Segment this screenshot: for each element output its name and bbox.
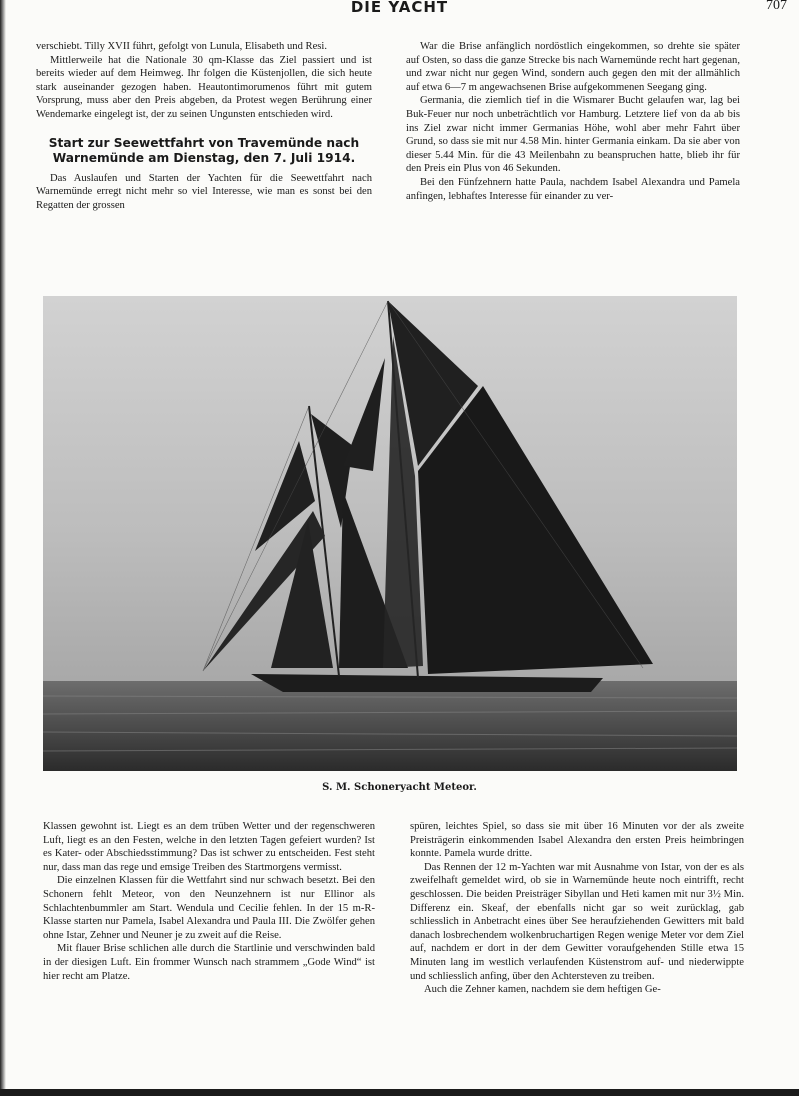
paragraph: Auch die Zehner kamen, nachdem sie dem heftigen Ge-	[424, 984, 661, 996]
top-right-column	[406, 40, 740, 203]
paragraph: Mittlerweile hat die Nationale 30 qm-Klasse das Ziel passiert und ist bereits wieder auf dem Heimweg. Ihr folgen die Küstenjollen, die sich heute stark auseinander gezogen haben. Heautontimorumenos führt mit gutem Vorsprung, muss aber den Preis abgeben, da Protest wegen Berührung einer Wendemarke eingelegt ist, der zu seinen Ungunsten entschieden wird.	[36, 54, 372, 120]
schooner-photo	[43, 296, 737, 771]
running-header-title: DIE YACHT	[350, 0, 449, 16]
paragraph: Bei den Fünfzehnern hatte Paula, nachdem Isabel Alexandra und Pamela anfingen, lebhaftes Interesse für einander zu ver-	[406, 176, 740, 202]
paragraph: verschiebt. Tilly XVII führt, gefolgt von Lunula, Elisabeth und Resi.	[36, 41, 327, 52]
bottom-left-column	[43, 820, 375, 983]
paragraph: spüren, leichtes Spiel, so dass sie mit über 16 Minuten vor der als zweite Preisträgerin einkommenden Isabel Alexandra den ersten Preis heimbringen konnte. Pamela wurde dritte.	[410, 821, 744, 860]
photo-caption: S. M. Schoneryacht Meteor.	[322, 782, 477, 793]
section-heading: Start zur Seewettfahrt von Travemünde nach Warnemünde am Dienstag, den 7. Juli 1914.	[48, 135, 360, 165]
paragraph: Das Rennen der 12 m-Yachten war mit Ausnahme von Istar, von der es als zweifelhaft gemeldet wird, ob sie in Warnemünde heute noch eintrifft, recht geschlossen. Die beiden Preisträger Sibyllan und Heti kamen mit nur 3½ Min. Differenz ein. Skeaf, der ebenfalls nicht gar so weit zurücklag, gab schliesslich in Anbetracht eines über See heraufziehenden Gewitters mit bald danach losbrechendem wolkenbruchartigen Regen wenige Meter vor dem Ziel auf, nachdem er dort in der dem Gewitter voraufgehenden Stille etwa 15 Minuten lang im westlich verlaufenden Küstenstrom auf- und niederwippte und schliesslich anfing, über den Achtersteven zu treiben.	[410, 861, 744, 982]
paragraph: Klassen gewohnt ist. Liegt es an dem trüben Wetter und der regenschweren Luft, liegt es an den Festen, welche in den letzten Tagen gefeiert wurden? Ist es Kater- oder Abschiedsstimmung? Das ist schwer zu entscheiden. Fest steht nur, dass man das rege und emsige Treiben des Startmorgens vermisst.	[43, 821, 375, 873]
page-number: 707	[766, 0, 787, 13]
paragraph: Das Auslaufen und Starten der Yachten für die Seewettfahrt nach Warnemünde erregt nicht mehr so viel Interesse, wie man es sonst bei den Regatten der grossen	[36, 172, 372, 211]
paragraph: War die Brise anfänglich nordöstlich eingekommen, so drehte sie später auf Osten, so dass die ganze Strecke bis nach Warnemünde recht hart gegenan, und zwar nicht nur gegen Wind, sondern auch gegen den mit der allmählich auf etwa 6—7 m angewachsenen Brise aufgekommenen Seegang ging.	[406, 41, 740, 93]
paragraph: Germania, die ziemlich tief in die Wismarer Bucht gelaufen war, lag bei Buk-Feuer nur noch unbeträchtlich vor Hamburg. Letztere lief von da ab bis ins Ziel zwar nicht immer Germanias Höhe, wohl aber mehr Fahrt über Grund, so dass sie mit nur 4.58 Min. hinter Germania einkam. Da sie aber von dieser 5.44 Min. für die 43 Meilenbahn zu beanspruchen hatte, blieb ihr für den Preis ein Plus von 46 Sekunden.	[406, 95, 740, 175]
bottom-right-column	[410, 820, 744, 997]
top-left-column	[36, 40, 372, 212]
paragraph: Mit flauer Brise schlichen alle durch die Startlinie und verschwinden bald in der diesigen Luft. Ein frommer Wunsch nach strammem „Gode Wind“ ist hier recht am Platze.	[43, 943, 375, 982]
page-bottom-edge	[0, 1089, 799, 1096]
binding-shadow	[0, 0, 6, 1096]
paragraph: Die einzelnen Klassen für die Wettfahrt sind nur schwach besetzt. Bei den Schonern fehlt Meteor, von den Neunzehnern ist nur Ellinor als Schlachtenbummler am Start. Wendula und Cecilie fehlen. In der 15 m-R-Klasse starten nur Pamela, Isabel Alexandra und Paula III. Die Zwölfer gehen ohne Istar, Zehner und Neuner je zu zweit auf die Reise.	[43, 875, 375, 941]
